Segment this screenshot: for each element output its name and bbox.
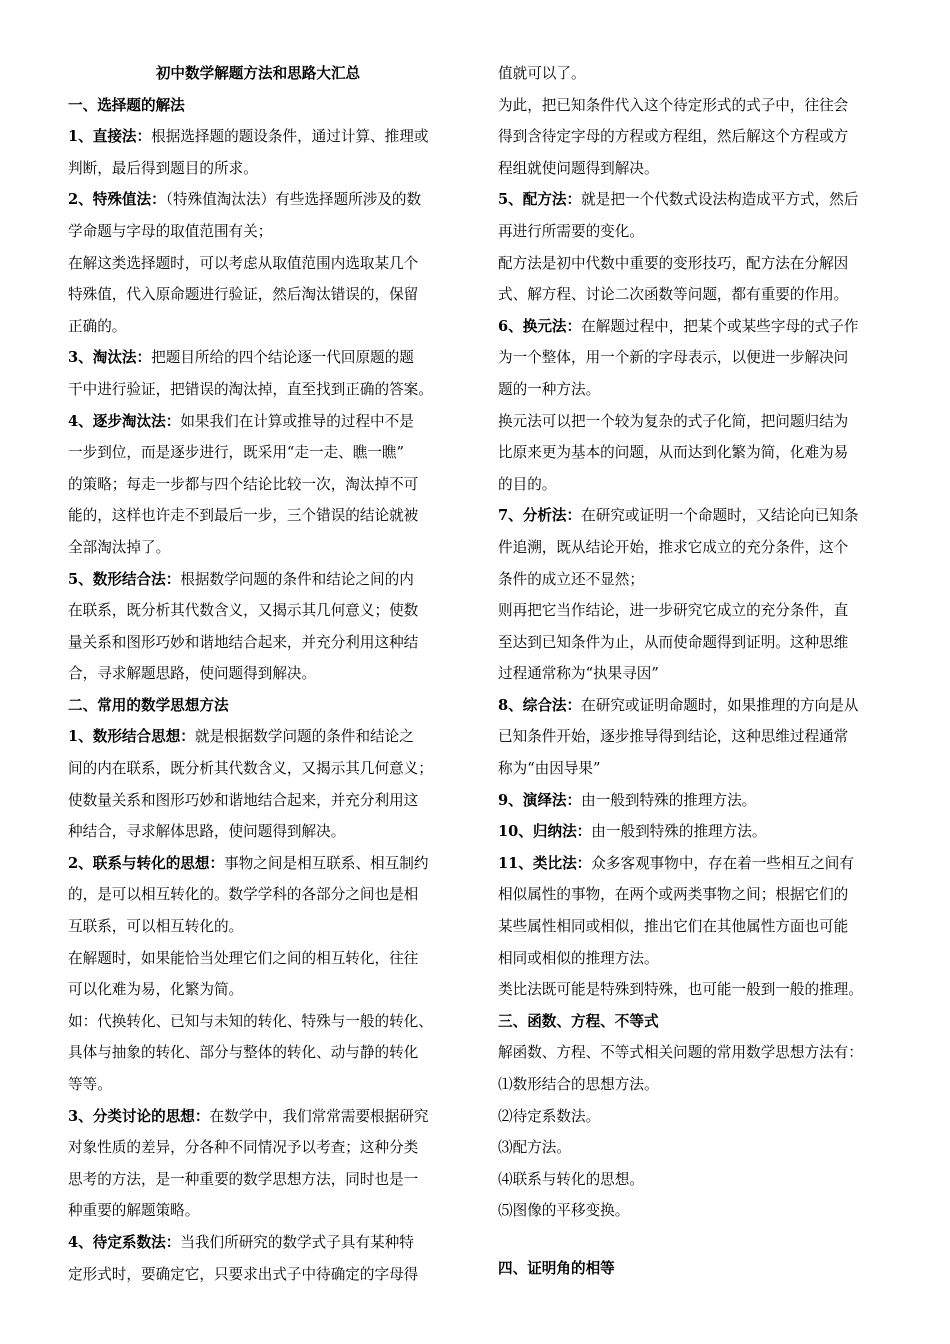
line-text: 式、解方程、讨论二次函数等问题，都有重要的作用。	[498, 286, 849, 304]
method-label: 3、分类讨论的思想：	[68, 1107, 210, 1125]
line-text: 对象性质的差异，分各种不同情况予以考查；这种分类	[68, 1139, 419, 1157]
line-text: 当我们所研究的数学式子具有某种特	[180, 1233, 414, 1251]
line-text: ⑶配方法。	[498, 1139, 571, 1157]
text-line	[68, 532, 468, 564]
line-text: 把题目所给的四个结论逐一代回原题的题	[151, 349, 414, 367]
text-line	[68, 1006, 468, 1038]
method-line	[68, 184, 468, 216]
text-line	[68, 753, 468, 785]
line-text: 定形式时，要确定它，只要求出式子中待确定的字母得	[68, 1265, 419, 1283]
method-line	[498, 816, 904, 848]
method-line	[68, 406, 468, 438]
line-text: 配方法是初中代数中重要的变形技巧，配方法在分解因	[498, 254, 849, 272]
text-line	[68, 974, 468, 1006]
line-text: （特殊值淘汰法）有些选择题所涉及的数	[165, 191, 422, 209]
text-line	[498, 342, 904, 374]
text-line	[498, 58, 904, 90]
text-line	[498, 374, 904, 406]
line-text: 在联系，既分析其代数含义，又揭示其几何意义；使数	[68, 602, 419, 620]
text-line	[498, 406, 904, 438]
line-text: 事物之间是相互联系、相互制约	[224, 854, 429, 872]
line-text: 根据数学问题的条件和结论之间的内	[180, 570, 414, 588]
text-line	[68, 1164, 468, 1196]
method-label: 1、数形结合思想：	[68, 728, 195, 746]
method-line	[498, 184, 904, 216]
line-text: 值就可以了。	[498, 65, 586, 82]
method-label: 6、换元法：	[498, 317, 582, 335]
method-line	[68, 121, 468, 153]
method-line	[498, 690, 904, 722]
text-line	[498, 532, 904, 564]
section-heading: 一、选择题的解法	[68, 96, 185, 114]
text-line	[498, 627, 904, 659]
line-text: 解函数、方程、不等式相关问题的常用数学思想方法有：	[498, 1044, 863, 1062]
line-text: 如果我们在计算或推导的过程中不是	[180, 412, 414, 430]
line-text: 在解题过程中，把某个或某些字母的式子作	[581, 317, 859, 335]
line-text: 合，寻求解题思路，使问题得到解决。	[68, 665, 317, 683]
text-line	[68, 500, 468, 532]
method-line	[68, 1101, 468, 1133]
text-line	[68, 248, 468, 280]
line-text: 换元法可以把一个较为复杂的式子化简，把问题归结为	[498, 412, 849, 430]
line-text: 在研究或证明一个命题时，又结论向已知条	[581, 507, 859, 525]
line-text: 条件的成立还不显然；	[498, 570, 644, 588]
line-text: 在解题时，如果能恰当处理它们之间的相互转化，往往	[68, 949, 419, 967]
method-label: 5、配方法：	[498, 191, 582, 209]
text-line	[68, 311, 468, 343]
method-line	[68, 1227, 468, 1259]
text-line	[68, 943, 468, 975]
text-line	[68, 816, 468, 848]
line-text: 如：代换转化、已知与未知的转化、特殊与一般的转化、	[68, 1012, 433, 1030]
line-text: 根据选择题的题设条件，通过计算、推理或	[151, 128, 429, 146]
text-line	[498, 248, 904, 280]
line-text: 得到含待定字母的方程或方程组，然后解这个方程或方	[498, 128, 849, 146]
line-text: 等等。	[68, 1076, 112, 1093]
method-label: 8、综合法：	[498, 696, 582, 714]
line-text: 学命题与字母的取值范围有关；	[68, 222, 273, 240]
line-text: 可以化难为易，化繁为简。	[68, 981, 244, 999]
line-text: 正确的。	[68, 317, 127, 335]
line-text: 种结合，寻求解体思路，使问题得到解决。	[68, 823, 346, 841]
line-text: 过程通常称为“执果寻因”	[498, 665, 659, 683]
text-line	[498, 469, 904, 501]
right-column	[498, 58, 904, 1285]
line-text: 由一般到特殊的推理方法。	[591, 823, 767, 841]
line-text: 件追溯，既从结论开始，推求它成立的充分条件，这个	[498, 538, 849, 556]
text-line	[498, 974, 904, 1006]
line-text: 程组就使问题得到解决。	[498, 159, 659, 177]
method-label: 4、逐步淘汰法：	[68, 412, 181, 430]
text-line	[68, 469, 468, 501]
text-line	[68, 1132, 468, 1164]
method-label: 2、联系与转化的思想：	[68, 854, 225, 872]
line-text: 量关系和图形巧妙和谐地结合起来，并充分利用这种结	[68, 633, 419, 651]
line-text: 某些属性相同或相似，推出它们在其他属性方面也可能	[498, 918, 849, 936]
method-label: 9、演绎法：	[498, 791, 582, 809]
line-text: 题的一种方法。	[498, 380, 601, 398]
text-line	[498, 911, 904, 943]
text-line	[498, 1132, 904, 1164]
text-line	[498, 658, 904, 690]
method-line	[498, 785, 904, 817]
line-text: 一步到位，而是逐步进行，既采用“走一走、瞧一瞧”	[68, 444, 404, 462]
line-text: 特殊值，代入原命题进行验证，然后淘汰错误的，保留	[68, 286, 419, 304]
method-line	[68, 721, 468, 753]
method-line	[68, 342, 468, 374]
text-line	[68, 627, 468, 659]
method-line	[498, 311, 904, 343]
text-line	[498, 564, 904, 596]
line-text: 相似属性的事物，在两个或两类事物之间；根据它们的	[498, 886, 849, 904]
spacer	[498, 1227, 904, 1253]
left-column	[68, 58, 468, 1290]
method-label: 7、分析法：	[498, 507, 582, 525]
section-heading: 二、常用的数学思想方法	[68, 696, 229, 714]
line-text: 在研究或证明命题时，如果推理的方向是从	[581, 696, 859, 714]
method-label: 1、直接法：	[68, 128, 152, 146]
line-text: 间的内在联系，既分析其代数含义，又揭示其几何意义；	[68, 760, 433, 778]
line-text: 思考的方法，是一种重要的数学思想方法，同时也是一	[68, 1170, 419, 1188]
section-heading: 四、证明角的相等	[498, 1259, 615, 1277]
text-line	[68, 1037, 468, 1069]
text-line	[68, 595, 468, 627]
text-line	[68, 437, 468, 469]
method-line	[68, 564, 468, 596]
text-line	[498, 153, 904, 185]
text-line	[68, 1259, 468, 1291]
line-text: 则再把它当作结论，进一步研究它成立的充分条件，直	[498, 602, 849, 620]
text-line	[498, 595, 904, 627]
line-text: 为一个整体，用一个新的字母表示，以便进一步解决问	[498, 349, 849, 367]
line-text: 全部淘汰掉了。	[68, 538, 171, 556]
line-text: 在数学中，我们常常需要根据研究	[209, 1107, 429, 1125]
line-text: ⑷联系与转化的思想。	[498, 1170, 644, 1188]
method-label: 11、类比法：	[498, 854, 592, 872]
method-line	[498, 848, 904, 880]
text-line	[498, 721, 904, 753]
method-label: 5、数形结合法：	[68, 570, 181, 588]
text-line	[498, 1101, 904, 1133]
text-line	[498, 753, 904, 785]
line-text: 类比法既可能是特殊到特殊，也可能一般到一般的推理。	[498, 981, 863, 999]
line-text: 众多客观事物中，存在着一些相互之间有	[591, 854, 854, 872]
text-line	[498, 121, 904, 153]
text-line	[68, 658, 468, 690]
line-text: 再进行所需要的变化。	[498, 222, 644, 240]
method-label: 4、待定系数法：	[68, 1233, 181, 1251]
line-text: 相同或相似的推理方法。	[498, 949, 659, 967]
line-text: 已知条件开始，逐步推导得到结论，这种思维过程通常	[498, 728, 849, 746]
line-text: 的策略；每走一步都与四个结论比较一次，淘汰掉不可	[68, 475, 419, 493]
text-line	[68, 374, 468, 406]
line-text: 比原来更为基本的问题，从而达到化繁为简，化难为易	[498, 444, 849, 462]
text-line	[498, 437, 904, 469]
text-line	[68, 279, 468, 311]
line-text: 至达到已知条件为止，从而使命题得到证明。这种思维	[498, 633, 849, 651]
text-line	[498, 1164, 904, 1196]
section-heading: 三、函数、方程、不等式	[498, 1012, 659, 1030]
text-line	[498, 279, 904, 311]
line-text: ⑸图像的平移变换。	[498, 1202, 630, 1220]
text-line	[498, 879, 904, 911]
text-line	[498, 90, 904, 122]
text-line	[68, 153, 468, 185]
method-line	[68, 848, 468, 880]
line-text: 在解这类选择题时，可以考虑从取值范围内选取某几个	[68, 254, 419, 272]
text-line	[68, 879, 468, 911]
text-line	[498, 1195, 904, 1227]
line-text: 的，是可以相互转化的。数学学科的各部分之间也是相	[68, 886, 419, 904]
line-text: 就是把一个代数式设法构造成平方式，然后	[581, 191, 859, 209]
method-label: 3、淘汰法：	[68, 349, 152, 367]
method-line	[498, 500, 904, 532]
text-line	[68, 1195, 468, 1227]
text-line	[498, 1037, 904, 1069]
text-line	[498, 1069, 904, 1101]
method-label: 2、特殊值法：	[68, 191, 166, 209]
line-text: ⑵待定系数法。	[498, 1107, 601, 1125]
line-text: 由一般到特殊的推理方法。	[581, 791, 757, 809]
method-label: 10、归纳法：	[498, 823, 592, 841]
document-title: 初中数学解题方法和思路大汇总	[155, 65, 361, 82]
text-line	[498, 943, 904, 975]
line-text: 种重要的解题策略。	[68, 1202, 200, 1220]
text-line	[68, 911, 468, 943]
text-line	[498, 216, 904, 248]
line-text: ⑴数形结合的思想方法。	[498, 1076, 659, 1093]
text-line	[68, 216, 468, 248]
line-text: 就是根据数学问题的条件和结论之	[194, 728, 414, 746]
line-text: 为此，把已知条件代入这个待定形式的式子中，往往会	[498, 96, 849, 114]
line-text: 干中进行验证，把错误的淘汰掉，直至找到正确的答案。	[68, 380, 433, 398]
text-line	[68, 785, 468, 817]
line-text: 称为“由因导果”	[498, 760, 601, 778]
line-text: 使数量关系和图形巧妙和谐地结合起来，并充分利用这	[68, 791, 419, 809]
line-text: 能的，这样也许走不到最后一步，三个错误的结论就被	[68, 507, 419, 525]
line-text: 具体与抽象的转化、部分与整体的转化、动与静的转化	[68, 1044, 419, 1062]
line-text: 的目的。	[498, 475, 557, 493]
line-text: 判断，最后得到题目的所求。	[68, 159, 258, 177]
line-text: 互联系，可以相互转化的。	[68, 918, 244, 936]
text-line	[68, 1069, 468, 1101]
